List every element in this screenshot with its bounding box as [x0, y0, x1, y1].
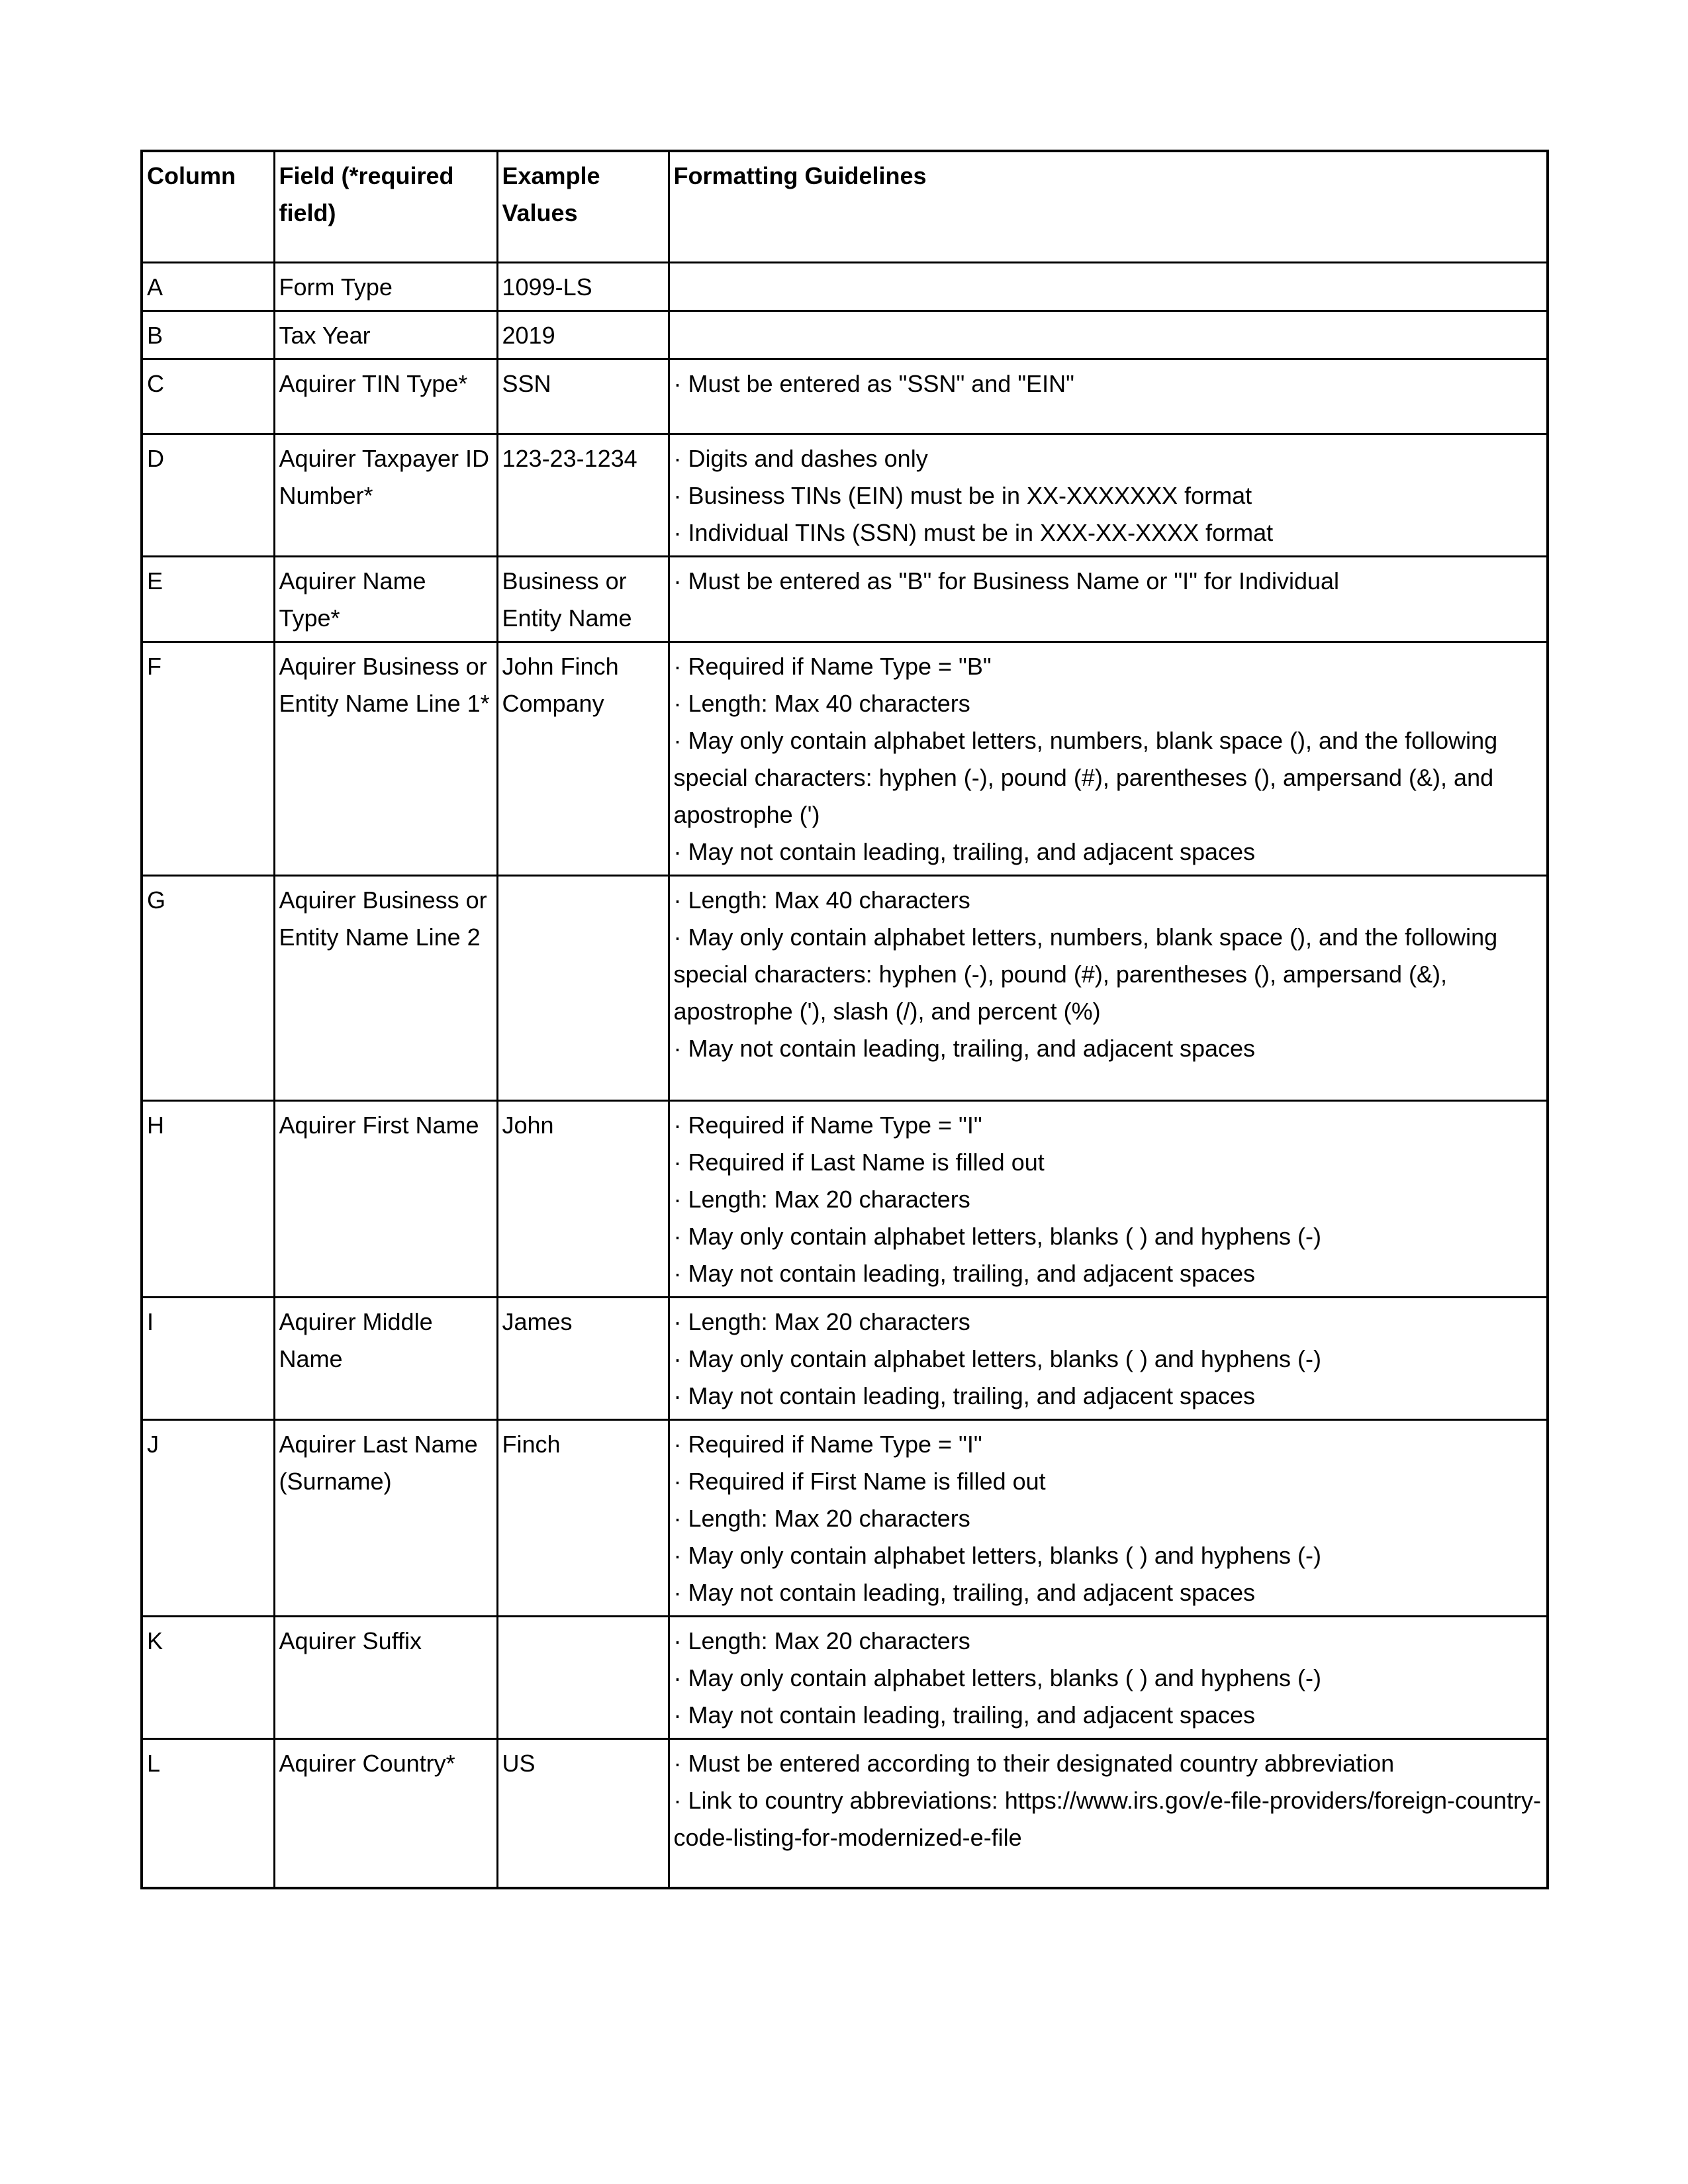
guideline-line: · May not contain leading, trailing, and adjacent spaces — [673, 1034, 1256, 1062]
guideline-line: · Required if Name Type = "I" — [673, 1111, 982, 1139]
cell-formatting-guidelines — [669, 359, 1548, 434]
table-row — [142, 310, 1548, 359]
cell-formatting-guidelines — [669, 875, 1548, 1100]
cell-example-value: Business or Entity Name — [497, 556, 669, 641]
guideline-line: · May not contain leading, trailing, and adjacent spaces — [673, 1701, 1256, 1729]
table-row — [142, 434, 1548, 556]
cell-field-name: Form Type — [274, 262, 497, 310]
header-column: Column — [142, 151, 274, 262]
guideline-line: · Length: Max 20 characters — [673, 1307, 970, 1335]
cell-field-name: Aquirer First Name — [274, 1100, 497, 1297]
cell-column-letter: J — [142, 1419, 274, 1616]
cell-formatting-guidelines — [669, 641, 1548, 875]
table-row — [142, 1616, 1548, 1738]
cell-formatting-guidelines — [669, 262, 1548, 310]
table-row — [142, 641, 1548, 875]
cell-field-name: Aquirer Business or Entity Name Line 1* — [274, 641, 497, 875]
guideline-line: · May only contain alphabet letters, blanks ( ) and hyphens (-) — [673, 1345, 1321, 1372]
cell-example-value: 2019 — [497, 310, 669, 359]
header-formatting-guidelines: Formatting Guidelines — [669, 151, 1548, 262]
guideline-line: · May not contain leading, trailing, and adjacent spaces — [673, 1578, 1256, 1606]
header-field: Field (*required field) — [274, 151, 497, 262]
cell-column-letter: K — [142, 1616, 274, 1738]
table-row — [142, 875, 1548, 1100]
cell-field-name: Aquirer Business or Entity Name Line 2 — [274, 875, 497, 1100]
cell-column-letter: C — [142, 359, 274, 434]
guideline-line: · Link to country abbreviations: https://www.irs.gov/e-file-providers/foreign-country-code-listing-for-modernized-e-file — [673, 1786, 1542, 1851]
cell-formatting-guidelines — [669, 434, 1548, 556]
cell-field-name: Aquirer Name Type* — [274, 556, 497, 641]
cell-formatting-guidelines — [669, 1419, 1548, 1616]
guideline-line: · May not contain leading, trailing, and adjacent spaces — [673, 1259, 1256, 1287]
table-row — [142, 1738, 1548, 1888]
cell-formatting-guidelines — [669, 1738, 1548, 1888]
cell-formatting-guidelines — [669, 1100, 1548, 1297]
cell-column-letter: L — [142, 1738, 274, 1888]
guideline-line: · Length: Max 40 characters — [673, 886, 970, 914]
guideline-line: · Must be entered as "SSN" and "EIN" — [673, 369, 1074, 397]
guideline-line: · Digits and dashes only — [673, 444, 928, 472]
guideline-line: · May only contain alphabet letters, blanks ( ) and hyphens (-) — [673, 1222, 1321, 1250]
cell-formatting-guidelines — [669, 556, 1548, 641]
cell-example-value: US — [497, 1738, 669, 1888]
guideline-line: · Required if Name Type = "B" — [673, 652, 992, 680]
cell-example-value: John — [497, 1100, 669, 1297]
table-row — [142, 262, 1548, 310]
guideline-line: · May not contain leading, trailing, and adjacent spaces — [673, 837, 1256, 865]
cell-column-letter: E — [142, 556, 274, 641]
field-spec-table — [140, 150, 1549, 1889]
guideline-line: · Required if First Name is filled out — [673, 1467, 1046, 1495]
guideline-line: · Must be entered according to their designated country abbreviation — [673, 1749, 1395, 1777]
guideline-line: · Required if Name Type = "I" — [673, 1430, 982, 1458]
cell-example-value — [497, 875, 669, 1100]
guideline-line: · May not contain leading, trailing, and adjacent spaces — [673, 1382, 1256, 1409]
cell-example-value: Finch — [497, 1419, 669, 1616]
guideline-line: · Business TINs (EIN) must be in XX-XXXXXXX format — [673, 481, 1252, 509]
guideline-line: · May only contain alphabet letters, blanks ( ) and hyphens (-) — [673, 1541, 1321, 1569]
guideline-line: · Required if Last Name is filled out — [673, 1148, 1045, 1176]
cell-column-letter: F — [142, 641, 274, 875]
cell-field-name: Aquirer Taxpayer ID Number* — [274, 434, 497, 556]
cell-column-letter: A — [142, 262, 274, 310]
table-body — [142, 262, 1548, 1888]
table-row — [142, 1419, 1548, 1616]
header-example-values: Example Values — [497, 151, 669, 262]
guideline-line: · Length: Max 40 characters — [673, 689, 970, 717]
table-row — [142, 1100, 1548, 1297]
cell-example-value: SSN — [497, 359, 669, 434]
guideline-line: · May only contain alphabet letters, blanks ( ) and hyphens (-) — [673, 1664, 1321, 1691]
cell-column-letter: B — [142, 310, 274, 359]
cell-field-name: Aquirer TIN Type* — [274, 359, 497, 434]
table-row — [142, 1297, 1548, 1419]
cell-column-letter: H — [142, 1100, 274, 1297]
cell-formatting-guidelines — [669, 1297, 1548, 1419]
cell-column-letter: G — [142, 875, 274, 1100]
cell-formatting-guidelines — [669, 310, 1548, 359]
table-row — [142, 359, 1548, 434]
guideline-line: · Length: Max 20 characters — [673, 1185, 970, 1213]
cell-example-value: 1099-LS — [497, 262, 669, 310]
cell-example-value: James — [497, 1297, 669, 1419]
cell-field-name: Tax Year — [274, 310, 497, 359]
guideline-line: · May only contain alphabet letters, numbers, blank space (), and the following special characters: hyphen (-), pound (#), parentheses (), ampersand (&), and apostrophe (') — [673, 726, 1498, 828]
cell-field-name: Aquirer Last Name (Surname) — [274, 1419, 497, 1616]
table-row — [142, 556, 1548, 641]
cell-example-value — [497, 1616, 669, 1738]
guideline-line: · May only contain alphabet letters, numbers, blank space (), and the following special characters: hyphen (-), pound (#), parentheses (), ampersand (&), apostrophe ('), slash (/), and percent (%) — [673, 923, 1498, 1025]
cell-column-letter: D — [142, 434, 274, 556]
guideline-line: · Length: Max 20 characters — [673, 1627, 970, 1654]
cell-field-name: Aquirer Country* — [274, 1738, 497, 1888]
cell-example-value: John Finch Company — [497, 641, 669, 875]
cell-formatting-guidelines — [669, 1616, 1548, 1738]
header-row — [142, 151, 1548, 262]
guideline-line: · Individual TINs (SSN) must be in XXX-XX-XXXX format — [673, 518, 1274, 546]
cell-column-letter: I — [142, 1297, 274, 1419]
cell-example-value: 123-23-1234 — [497, 434, 669, 556]
guideline-line: · Length: Max 20 characters — [673, 1504, 970, 1532]
guideline-line: · Must be entered as "B" for Business Name or "I" for Individual — [673, 567, 1340, 594]
cell-field-name: Aquirer Middle Name — [274, 1297, 497, 1419]
cell-field-name: Aquirer Suffix — [274, 1616, 497, 1738]
